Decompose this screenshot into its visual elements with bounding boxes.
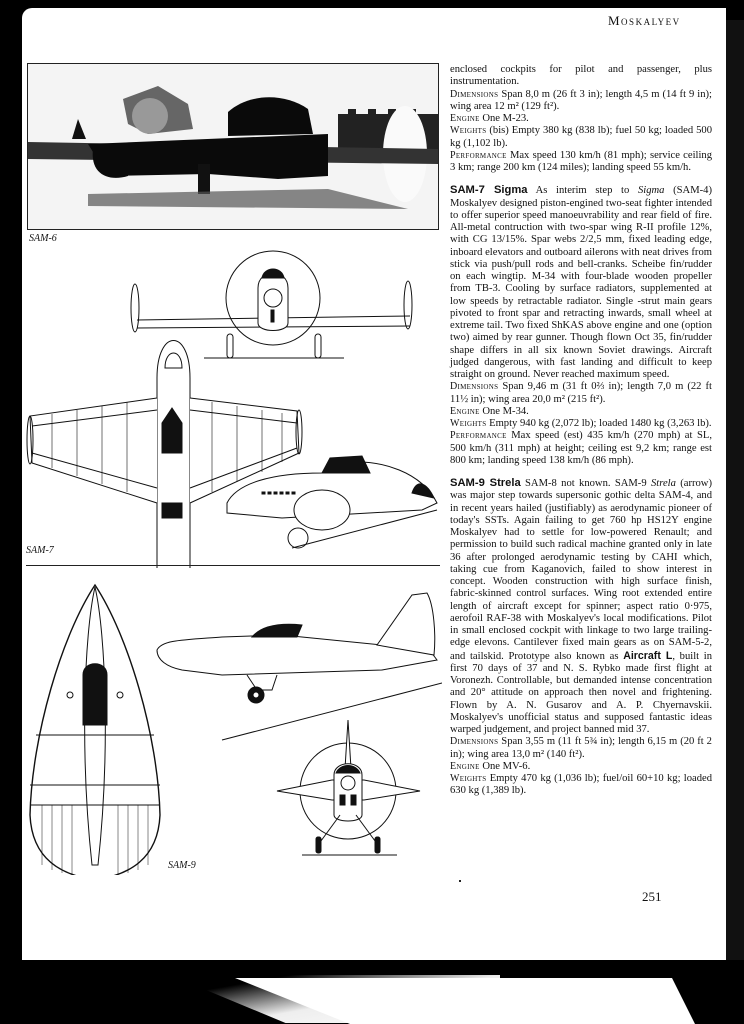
- spec-label-dimensions: Dimensions: [450, 88, 499, 100]
- sam7-body-text-cont: (SAM-4) Moskalyev designed piston-engined two-seat fighter intended to offer superior speed manoeuvrability and rear field of fire. All-metal contruction with two-spar wing R-II profile 12%, with CG 13/15%. Spar webs 2/2,5 mm, fixed leading edge, inboard elevators and outboard ailerons with neat drives from stick via push/pull rods and bell-cranks. Scheibe fin/rudder on each wingtip. M-34 with four-blade wooden propeller from TB-3. Cooling by surface radiators, supplemented at low speeds by retractable radiator. Single -strut main gears pivoted to front spar and retracting inwards, small wheel at extreme tail. Two fixed ShKAS above engine and one (option two) aimed by rear gunner. Though flown Oct 35, fin/rudder shape differs in all six known Soviet drawings. Aircraft judged dangerous, with fast landing and difficult to keep straight on ground. Never reached maximum speed.: [450, 185, 712, 380]
- spec-label-performance: Performance: [450, 149, 507, 161]
- sam9-three-view-drawing: [22, 575, 442, 875]
- sam9-body-text-end: , built in first 70 days of 37 and N. S. Rybko made first flight at Voronezh. Controllable, but demanded intense concentration and 20° attitude on approach then novel and frightening. Flown by A. N. Gusarov and A. P. Chyernavskii. Moskalyev's unofficial status and supposed fantastic ideas warped judgement, and project banned mid 37.: [450, 650, 713, 735]
- spec-label-weights: Weights: [450, 125, 487, 137]
- sam6-engine: One M-23.: [482, 113, 529, 124]
- sam9-body-text: SAM-8 not known. SAM-9: [520, 478, 651, 489]
- page-number: 251: [642, 889, 662, 904]
- sam9-engine: One MV-6.: [482, 760, 531, 772]
- spec-label-engine: Engine: [450, 113, 480, 124]
- figure-caption-sam9: SAM-9: [168, 860, 196, 871]
- sam7-weights: Empty 940 kg (2,072 lb); loaded 1480 kg (3,263 lb).: [489, 418, 712, 429]
- sam7-body-text: As interim step to: [527, 185, 638, 197]
- spec-label-engine: Engine: [450, 760, 480, 772]
- sam6-photograph: [27, 63, 439, 230]
- sam7-heading: SAM-7 Sigma: [450, 184, 528, 197]
- sam9-dimensions: Span 3,55 m (11 ft 5¾ in); length 6,15 m (20 ft 2 in); wing area 13,0 m² (140 ft²).: [450, 736, 712, 760]
- stray-mark: [459, 880, 461, 882]
- running-head: Moskalyev: [608, 13, 681, 28]
- text-column: [450, 64, 712, 798]
- sam9-body-bold: Aircraft L: [623, 649, 673, 662]
- spec-label-weights: Weights: [450, 773, 487, 784]
- sam6-performance: Max speed 130 km/h (81 mph); service ceiling 3 km; range 200 km (124 miles); landing speed 55 km/h.: [450, 149, 712, 173]
- spec-label-dimensions: Dimensions: [450, 736, 499, 748]
- sam6-intro-text: enclosed cockpits for pilot and passenger, plus instrumentation.: [450, 64, 712, 88]
- sam7-performance: Max speed (est) 435 km/h (270 mph) at SL, 500 km/h (311 mph) at height; ceiling est 9,2 km; range est 800 km; landing speed 138 km/h (86 mph).: [450, 430, 713, 466]
- sam9-heading: SAM-9 Strela: [450, 477, 521, 489]
- sam6-aircraft-silhouette: [28, 64, 438, 229]
- spec-label-weights: Weights: [450, 418, 487, 429]
- figure-divider-rule: [26, 565, 440, 566]
- sam9-weights: Empty 470 kg (1,036 lb); fuel/oil 60+10 kg; loaded 630 kg (1,389 lb).: [450, 773, 712, 797]
- spec-label-dimensions: Dimensions: [450, 381, 499, 393]
- sam7-three-view-drawing: [22, 248, 442, 568]
- sam9-body-italic: Strela: [650, 478, 676, 489]
- sam7-dimensions: Span 9,46 m (31 ft 0⅔ in); length 7,0 m (22 ft 11½ in); wing area 20,0 m² (215 ft²).: [450, 381, 713, 405]
- spec-label-engine: Engine: [450, 405, 480, 417]
- sam6-weights: (bis) Empty 380 kg (838 lb); fuel 50 kg; loaded 500 kg (1,102 lb).: [450, 125, 712, 149]
- scan-edge-shadow: [726, 20, 744, 960]
- sam6-section-continued: [450, 64, 712, 174]
- sam6-dimensions: Span 8,0 m (26 ft 3 in); length 4,5 m (14 ft 9 in); wing area 12 m² (129 ft²).: [450, 88, 713, 112]
- sam7-section: [450, 184, 712, 467]
- sam9-body-text-cont: (arrow) was major step towards supersonic gothic delta SAM-4, and in recent years hailed (justifiably) as aerodynamic pioneer of today's SSTs. Again failing to get 760 hp HS12Y engine Moskalyev had to settle for low-powered Renault; and permission to build such radical machine granted only in late 36 after prolonged aerodynamic testing by CAHI which, taking cue from Kaganovich, failed to show interest in concept. Wooden construction with high surface finish, fabric-skinned control surfaces. Wing root extended entire length of aircraft except for spinner; aspect ratio 0·975, aerofoil RAF-38 with Moskalyev's local modifications. Pilot in small enclosed cockpit with linkage to two large trailing-edge elevons. Cantilever fixed main gears as on SAM-5-2, and tailskid. Prototype also known as: [450, 478, 712, 662]
- sam9-section: [450, 477, 712, 798]
- sam7-body-italic: Sigma: [637, 185, 665, 197]
- figure-caption-sam7: SAM-7: [26, 545, 54, 556]
- figure-caption-sam6: SAM-6: [29, 233, 57, 244]
- sam7-engine: One M-34.: [482, 405, 529, 417]
- spec-label-performance: Performance: [450, 430, 507, 442]
